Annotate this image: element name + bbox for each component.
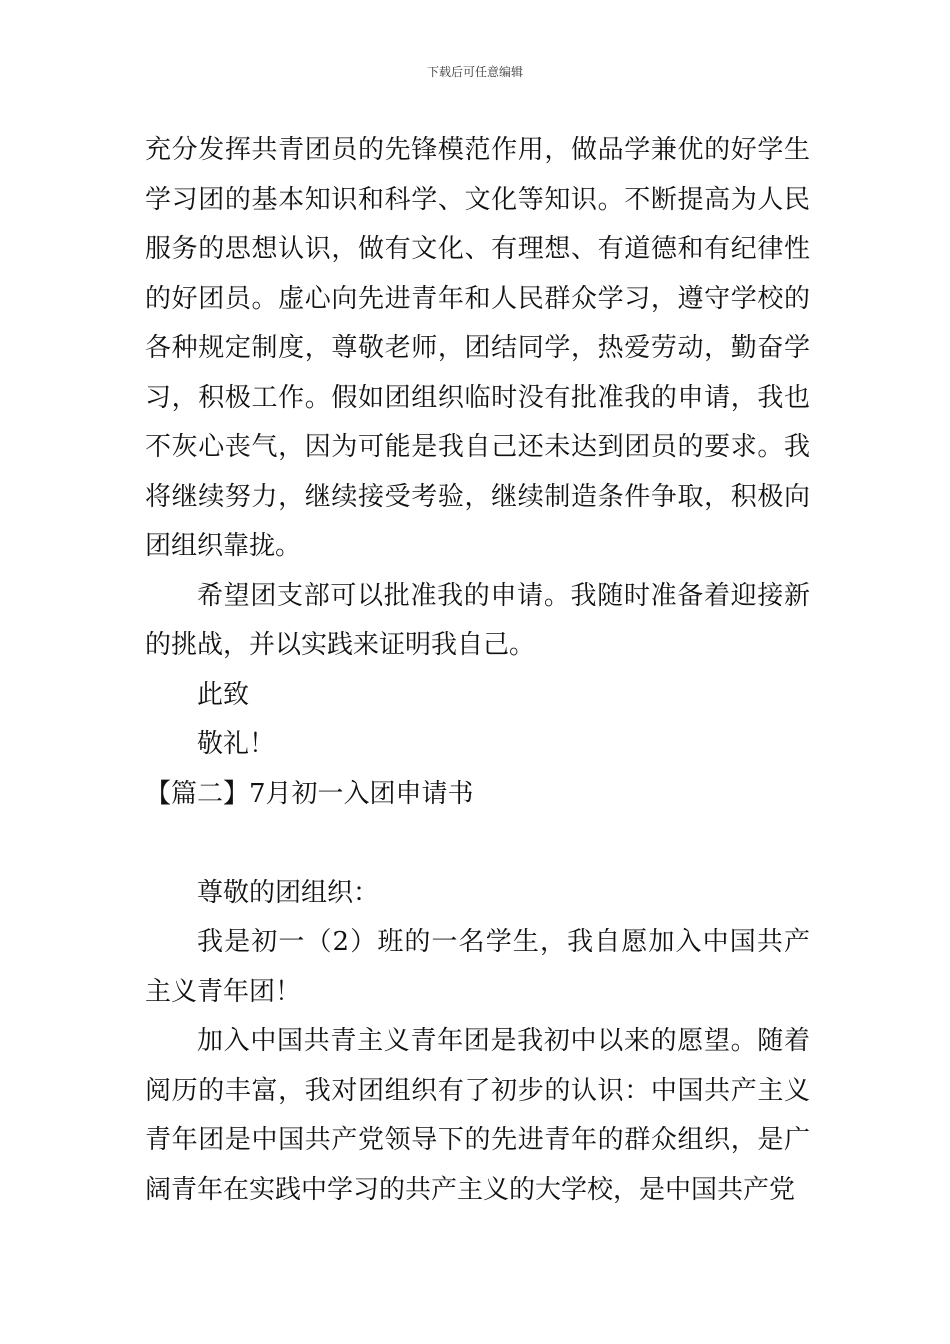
page-header-note: 下载后可任意编辑 [426, 65, 523, 79]
document-body [145, 126, 810, 1215]
paragraph-hope: 希望团支部可以批准我的申请。我随时准备着迎接新的挑战，并以实践来证明我自己。 [145, 580, 810, 660]
paragraph-intro: 我是初一（2）班的一名学生，我自愿加入中国共产主义青年团！ [145, 927, 810, 1007]
section-title: 【篇二】7月初一入团申请书 [145, 778, 474, 809]
blank-line [145, 819, 810, 869]
paragraph-continuation: 充分发挥共青团员的先锋模范作用，做品学兼优的好学生学习团的基本知识和科学、文化等知识。不断提高为人民服务的思想认识，做有文化、有理想、有道德和有纪律性的好团员。虚心向先进青年和人民群众学习，遵守学校的各种规定制度，尊敬老师，团结同学，热爱劳动，勤奋学习，积极工作。假如团组织临时没有批准我的申请，我也不灰心丧气，因为可能是我自己还未达到团员的要求。我将继续努力，继续接受考验，继续制造条件争取，积极向团组织靠拢。 [145, 135, 810, 561]
closing-cizhi: 此致 [197, 679, 250, 710]
salutation: 尊敬的团组织： [197, 877, 380, 908]
paragraph-wish: 加入中国共青主义青年团是我初中以来的愿望。随着阅历的丰富，我对团组织有了初步的认识：中国共产主义青年团是中国共产党领导下的先进青年的群众组织，是广阔青年在实践中学习的共产主义的大学校，是中国共产党 [145, 1026, 810, 1205]
closing-jingli: 敬礼！ [197, 729, 276, 759]
